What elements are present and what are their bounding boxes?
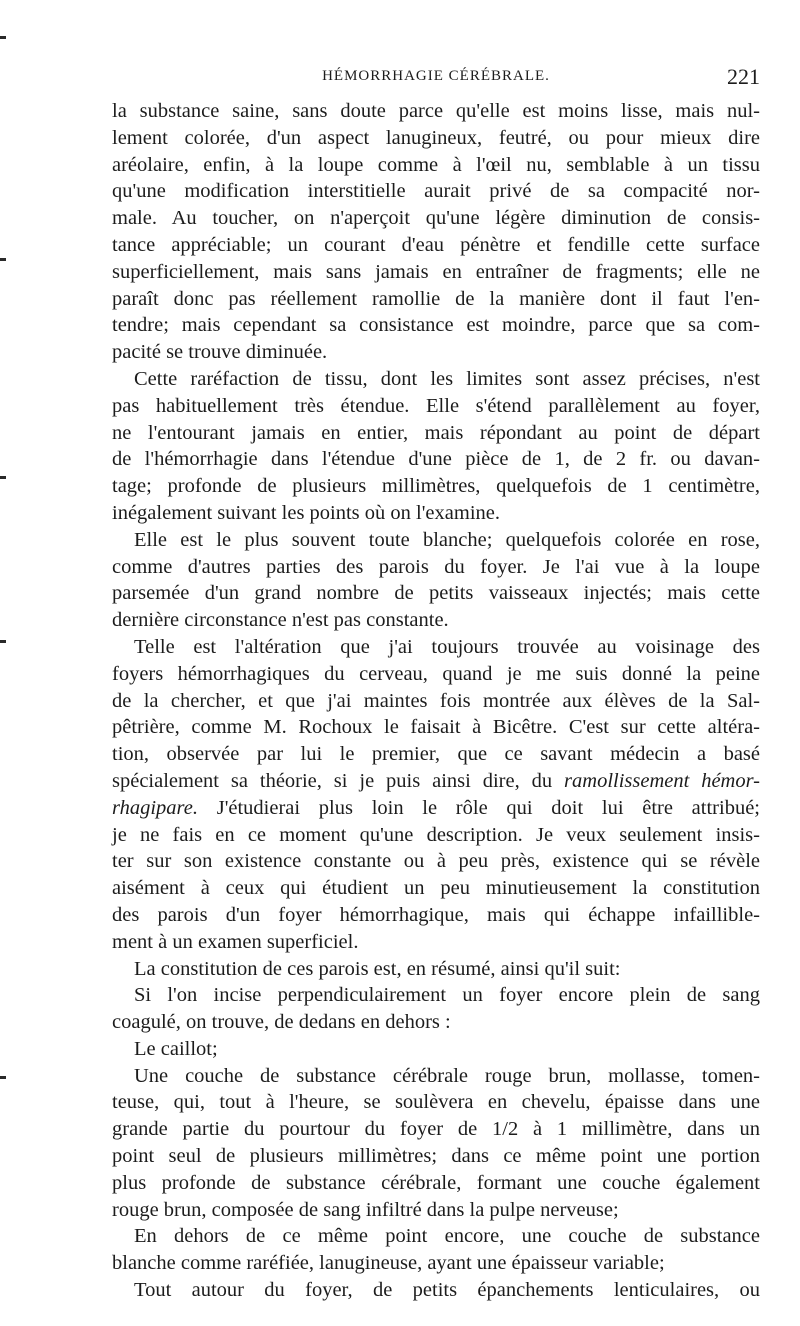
- text-line: [112, 1277, 760, 1304]
- line-text: parsemée d'un grand nombre de petits vaisseaux injectés; mais cette: [112, 582, 760, 605]
- line-text: male. Au toucher, on n'aperçoit qu'une légère diminution de consis-: [112, 207, 760, 230]
- line-text: La constitution de ces parois est, en résumé, ainsi qu'il suit:: [134, 957, 621, 980]
- line-text: En dehors de ce même point encore, une couche de substance: [134, 1225, 760, 1248]
- text-line: [112, 688, 760, 715]
- line-text: J'étudierai plus loin le rôle qui doit lui être attribué;: [198, 796, 760, 819]
- text-line: [112, 768, 760, 795]
- text-line: [112, 286, 760, 313]
- text-line: [112, 125, 760, 152]
- margin-mark: [0, 258, 6, 261]
- margin-mark: [0, 36, 6, 39]
- line-text: blanche comme raréfiée, lanugineuse, ayant une épaisseur variable;: [112, 1252, 665, 1275]
- line-text: inégalement suivant les points où on l'examine.: [112, 501, 500, 524]
- text-line: [112, 393, 760, 420]
- line-text: pêtrière, comme M. Rochoux le faisait à Bicêtre. C'est sur cette altéra-: [112, 716, 760, 739]
- text-line: [112, 875, 760, 902]
- line-text: Le caillot;: [134, 1037, 218, 1060]
- text-line: [112, 98, 760, 125]
- line-text: lement colorée, d'un aspect lanugineux, feutré, ou pour mieux dire: [112, 126, 760, 149]
- text-line: [112, 527, 760, 554]
- line-text: Cette raréfaction de tissu, dont les limites sont assez précises, n'est: [134, 367, 760, 390]
- text-line: [112, 420, 760, 447]
- text-line: [112, 1250, 760, 1277]
- italic-text: rhagipare.: [112, 796, 198, 819]
- line-text: grande partie du pourtour du foyer de 1/2 à 1 millimètre, dans un: [112, 1118, 760, 1141]
- text-line: [112, 580, 760, 607]
- body-text: [112, 98, 760, 1304]
- running-head: [112, 64, 760, 92]
- line-text: superficiellement, mais sans jamais en entraîner de fragments; elle ne: [112, 260, 760, 283]
- line-text: de l'hémorrhagie dans l'étendue d'une pièce de 1, de 2 fr. ou davan-: [112, 448, 760, 471]
- text-line: [112, 1170, 760, 1197]
- text-line: [112, 473, 760, 500]
- text-line: [112, 1009, 760, 1036]
- text-line: [112, 312, 760, 339]
- margin-mark: [0, 476, 6, 479]
- line-text: tance appréciable; un courant d'eau pénètre et fendille cette surface: [112, 233, 760, 256]
- line-text: dernière circonstance n'est pas constante.: [112, 609, 449, 632]
- text-line: [112, 1197, 760, 1224]
- line-text: de la chercher, et que j'ai maintes fois montrée aux élèves de la Sal-: [112, 689, 760, 712]
- line-text: point seul de plusieurs millimètres; dans ce même point une portion: [112, 1145, 760, 1168]
- text-line: [112, 446, 760, 473]
- line-text: coagulé, on trouve, de dedans en dehors :: [112, 1011, 451, 1034]
- line-text: Tout autour du foyer, de petits épanchements lenticulaires, ou: [134, 1279, 760, 1302]
- line-text: comme d'autres parties des parois du foyer. Je l'ai vue à la loupe: [112, 555, 760, 578]
- line-text: spécialement sa théorie, si je puis ainsi dire, du: [112, 769, 565, 792]
- text-line: [112, 714, 760, 741]
- text-line: [112, 232, 760, 259]
- line-text: je ne fais en ce moment qu'une description. Je veux seulement insis-: [112, 823, 760, 846]
- text-line: [112, 205, 760, 232]
- text-line: [112, 848, 760, 875]
- text-line: [112, 929, 760, 956]
- line-text: aisément à ceux qui étudient un peu minutieusement la constitution: [112, 877, 760, 900]
- line-text: tion, observée par lui le premier, que ce savant médecin a basé: [112, 743, 760, 766]
- text-line: [112, 1143, 760, 1170]
- italic-text: ramollissement hémor-: [564, 769, 760, 792]
- line-text: Telle est l'altération que j'ai toujours trouvée au voisinage des: [134, 635, 760, 658]
- line-text: aréolaire, enfin, à la loupe comme à l'œil nu, semblable à un tissu: [112, 153, 760, 176]
- margin-mark: [0, 640, 6, 643]
- line-text: ter sur son existence constante ou à peu près, existence qui se révèle: [112, 850, 760, 873]
- text-line: [112, 1063, 760, 1090]
- text-line: [112, 956, 760, 983]
- line-text: tage; profonde de plusieurs millimètres, quelquefois de 1 centimètre,: [112, 475, 760, 498]
- text-line: [112, 902, 760, 929]
- text-line: [112, 259, 760, 286]
- page-number: 221: [727, 64, 760, 89]
- line-text: Une couche de substance cérébrale rouge brun, mollasse, tomen-: [134, 1064, 760, 1087]
- text-line: [112, 500, 760, 527]
- text-line: [112, 982, 760, 1009]
- line-text: ne l'entourant jamais en entier, mais répondant au point de départ: [112, 421, 760, 444]
- line-text: tendre; mais cependant sa consistance est moindre, parce que sa com-: [112, 314, 760, 337]
- line-text: qu'une modification interstitielle aurait privé de sa compacité nor-: [112, 180, 760, 203]
- line-text: pacité se trouve diminuée.: [112, 341, 328, 364]
- text-line: [112, 634, 760, 661]
- line-text: plus profonde de substance cérébrale, formant une couche également: [112, 1171, 760, 1194]
- line-text: la substance saine, sans doute parce qu'elle est moins lisse, mais nul-: [112, 100, 760, 122]
- text-line: [112, 554, 760, 581]
- line-text: des parois d'un foyer hémorrhagique, mais qui échappe infaillible-: [112, 903, 760, 926]
- line-text: rouge brun, composée de sang infiltré dans la pulpe nerveuse;: [112, 1198, 619, 1221]
- line-text: paraît donc pas réellement ramollie de la manière dont il faut l'en-: [112, 287, 760, 310]
- line-text: teuse, qui, tout à l'heure, se soulèvera en chevelu, épaisse dans une: [112, 1091, 760, 1114]
- running-title: HÉMORRHAGIE CÉRÉBRALE.: [322, 68, 550, 84]
- line-text: Elle est le plus souvent toute blanche; quelquefois colorée en rose,: [134, 528, 760, 551]
- text-line: [112, 607, 760, 634]
- text-line: [112, 741, 760, 768]
- line-text: pas habituellement très étendue. Elle s'étend parallèlement au foyer,: [112, 394, 760, 417]
- line-text: ment à un examen superficiel.: [112, 930, 359, 953]
- line-text: foyers hémorrhagiques du cerveau, quand je me suis donné la peine: [112, 662, 760, 685]
- margin-mark: [0, 1076, 6, 1079]
- text-line: [112, 1116, 760, 1143]
- line-text: Si l'on incise perpendiculairement un foyer encore plein de sang: [134, 984, 760, 1007]
- text-line: [112, 1089, 760, 1116]
- text-line: [112, 152, 760, 179]
- text-line: [112, 1036, 760, 1063]
- text-line: [112, 178, 760, 205]
- text-line: [112, 661, 760, 688]
- text-line: [112, 822, 760, 849]
- text-line: [112, 339, 760, 366]
- text-line: [112, 795, 760, 822]
- text-line: [112, 366, 760, 393]
- text-line: [112, 1223, 760, 1250]
